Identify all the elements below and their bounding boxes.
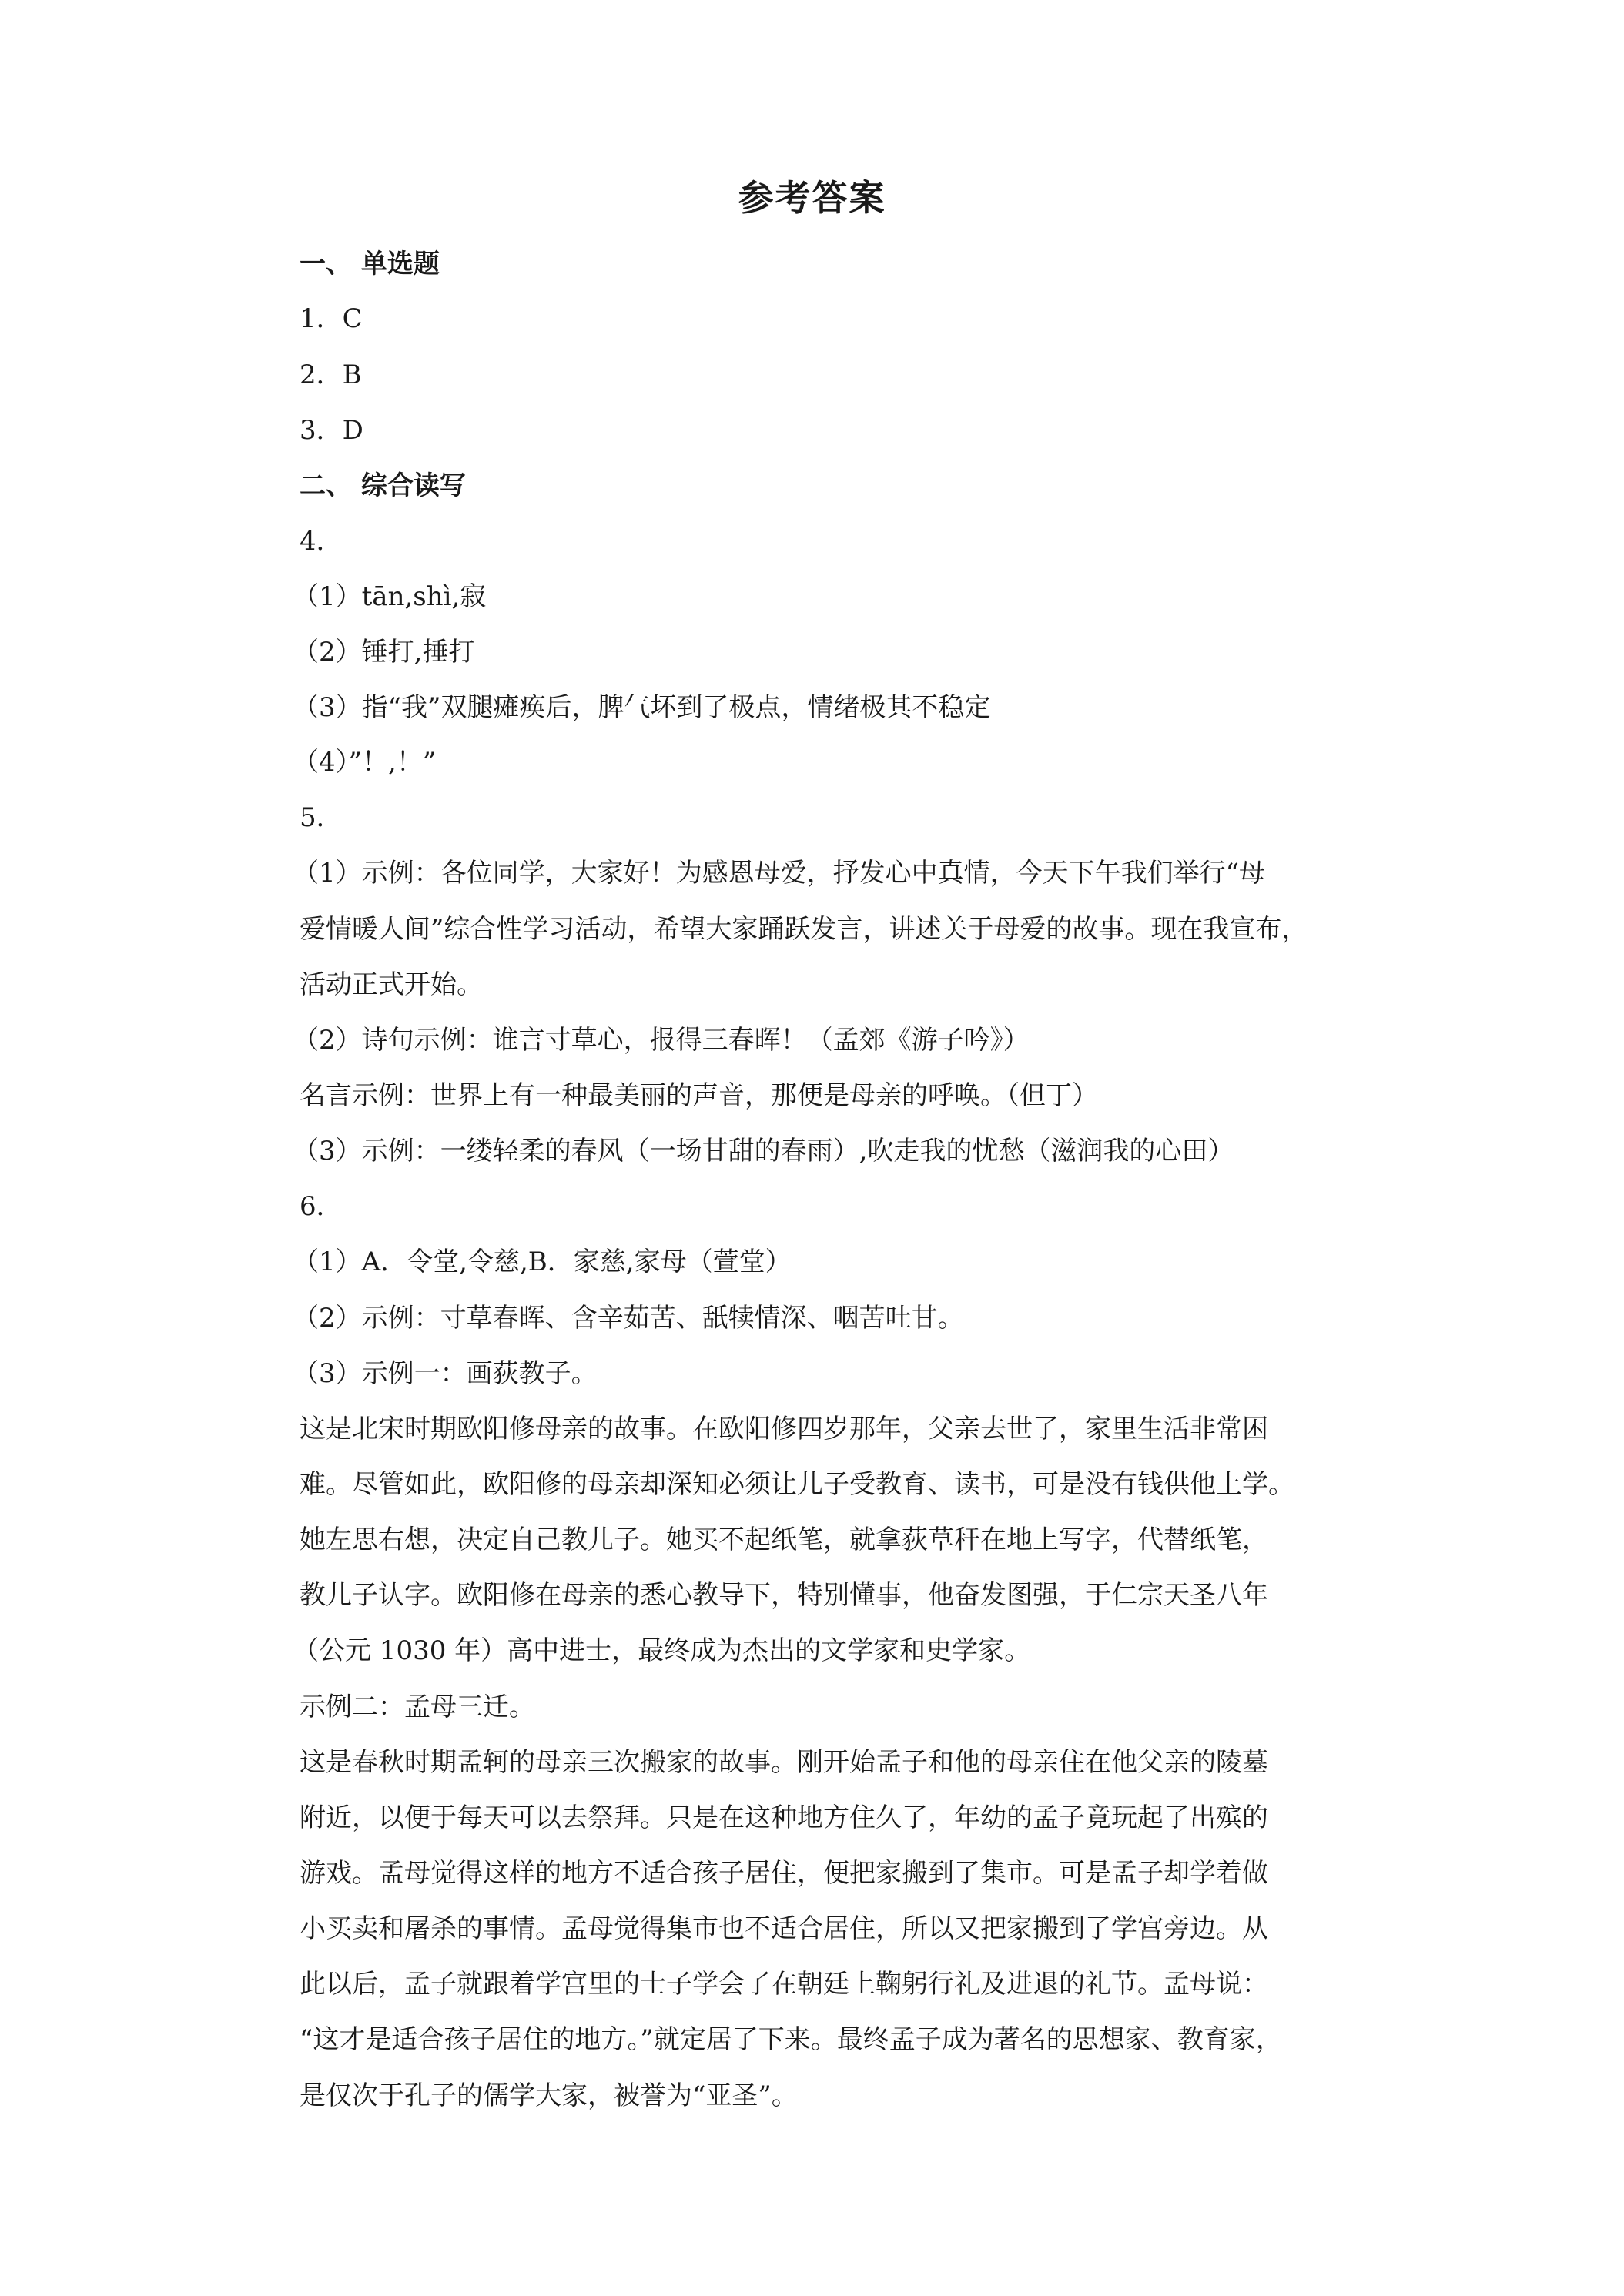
answer-line: 这是北宋时期欧阳修母亲的故事。在欧阳修四岁那年，父亲去世了，家里生活非常困 [300,1414,1268,1444]
section-heading: 一、 单选题 [300,249,440,279]
answer-line: 游戏。孟母觉得这样的地方不适合孩子居住，便把家搬到了集市。可是孟子却学着做 [300,1858,1268,1889]
answer-line: （2）诗句示例：谁言寸草心，报得三春晖！（孟郊《游子吟》） [293,1025,1030,1056]
answer-line: 此以后，孟子就跟着学宫里的士子学会了在朝廷上鞠躬行礼及进退的礼节。孟母说： [300,1969,1268,2000]
answer-line: 是仅次于孔子的儒学大家，被誉为“亚圣”。 [300,2080,798,2111]
answer-line: 难。尽管如此，欧阳修的母亲却深知必须让儿子受教育、读书，可是没有钱供他上学。 [300,1469,1294,1500]
answer-line: （3）指“我”双腿瘫痪后，脾气坏到了极点，情绪极其不稳定 [293,692,991,723]
answer-line: 这是春秋时期孟轲的母亲三次搬家的故事。刚开始孟子和他的母亲住在他父亲的陵墓 [300,1747,1268,1778]
answer-line: 她左思右想，决定自己教儿子。她买不起纸笔，就拿荻草秆在地上写字，代替纸笔， [300,1525,1268,1555]
answer-line: （3）示例：一缕轻柔的春风（一场甘甜的春雨）,吹走我的忧愁（滋润我的心田） [293,1136,1234,1166]
page-title: 参考答案 [738,177,886,219]
answer-line: 3．D [300,415,363,446]
answer-line: 活动正式开始。 [300,969,483,1000]
answer-line: 附近，以便于每天可以去祭拜。只是在这种地方住久了，年幼的孟子竟玩起了出殡的 [300,1802,1268,1833]
answer-line: 2．B [300,360,362,390]
answer-line: （3）示例一：画荻教子。 [293,1358,598,1389]
answer-line: 示例二：孟母三迁。 [300,1692,535,1722]
answer-line: 6． [300,1191,343,1222]
section-heading: 二、 综合读写 [300,470,466,501]
answer-line: （1）tān,shì,寂 [293,581,487,612]
answer-line: （4）”！,！” [293,747,437,778]
answer-line: 1．C [300,303,363,334]
answer-line: “这才是适合孩子居住的地方。”就定居了下来。最终孟子成为著名的思想家、教育家， [300,2024,1282,2055]
answer-line: 4． [300,526,343,557]
answer-line: 名言示例：世界上有一种最美丽的声音，那便是母亲的呼唤。（但丁） [300,1080,1098,1111]
answer-line: （公元 1030 年）高中进士，最终成为杰出的文学家和史学家。 [293,1635,1031,1666]
answer-line: 爱情暖人间”综合性学习活动，希望大家踊跃发言，讲述关于母爱的故事。现在我宣布， [300,914,1308,945]
answer-line: （1）A．令堂,令慈,B．家慈,家母（萱堂） [293,1247,792,1277]
answer-line: 5． [300,802,343,833]
answer-line: 教儿子认字。欧阳修在母亲的悉心教导下，特别懂事，他奋发图强，于仁宗天圣八年 [300,1580,1268,1611]
answer-line: 小买卖和屠杀的事情。孟母觉得集市也不适合居住，所以又把家搬到了学宫旁边。从 [300,1913,1268,1944]
answer-line: （2）锤打,捶打 [293,637,475,668]
answer-line: （1）示例：各位同学，大家好！为感恩母爱，抒发心中真情，今天下午我们举行“母 [293,858,1266,889]
answer-line: （2）示例：寸草春晖、含辛茹苦、舐犊情深、咽苦吐甘。 [293,1303,964,1334]
